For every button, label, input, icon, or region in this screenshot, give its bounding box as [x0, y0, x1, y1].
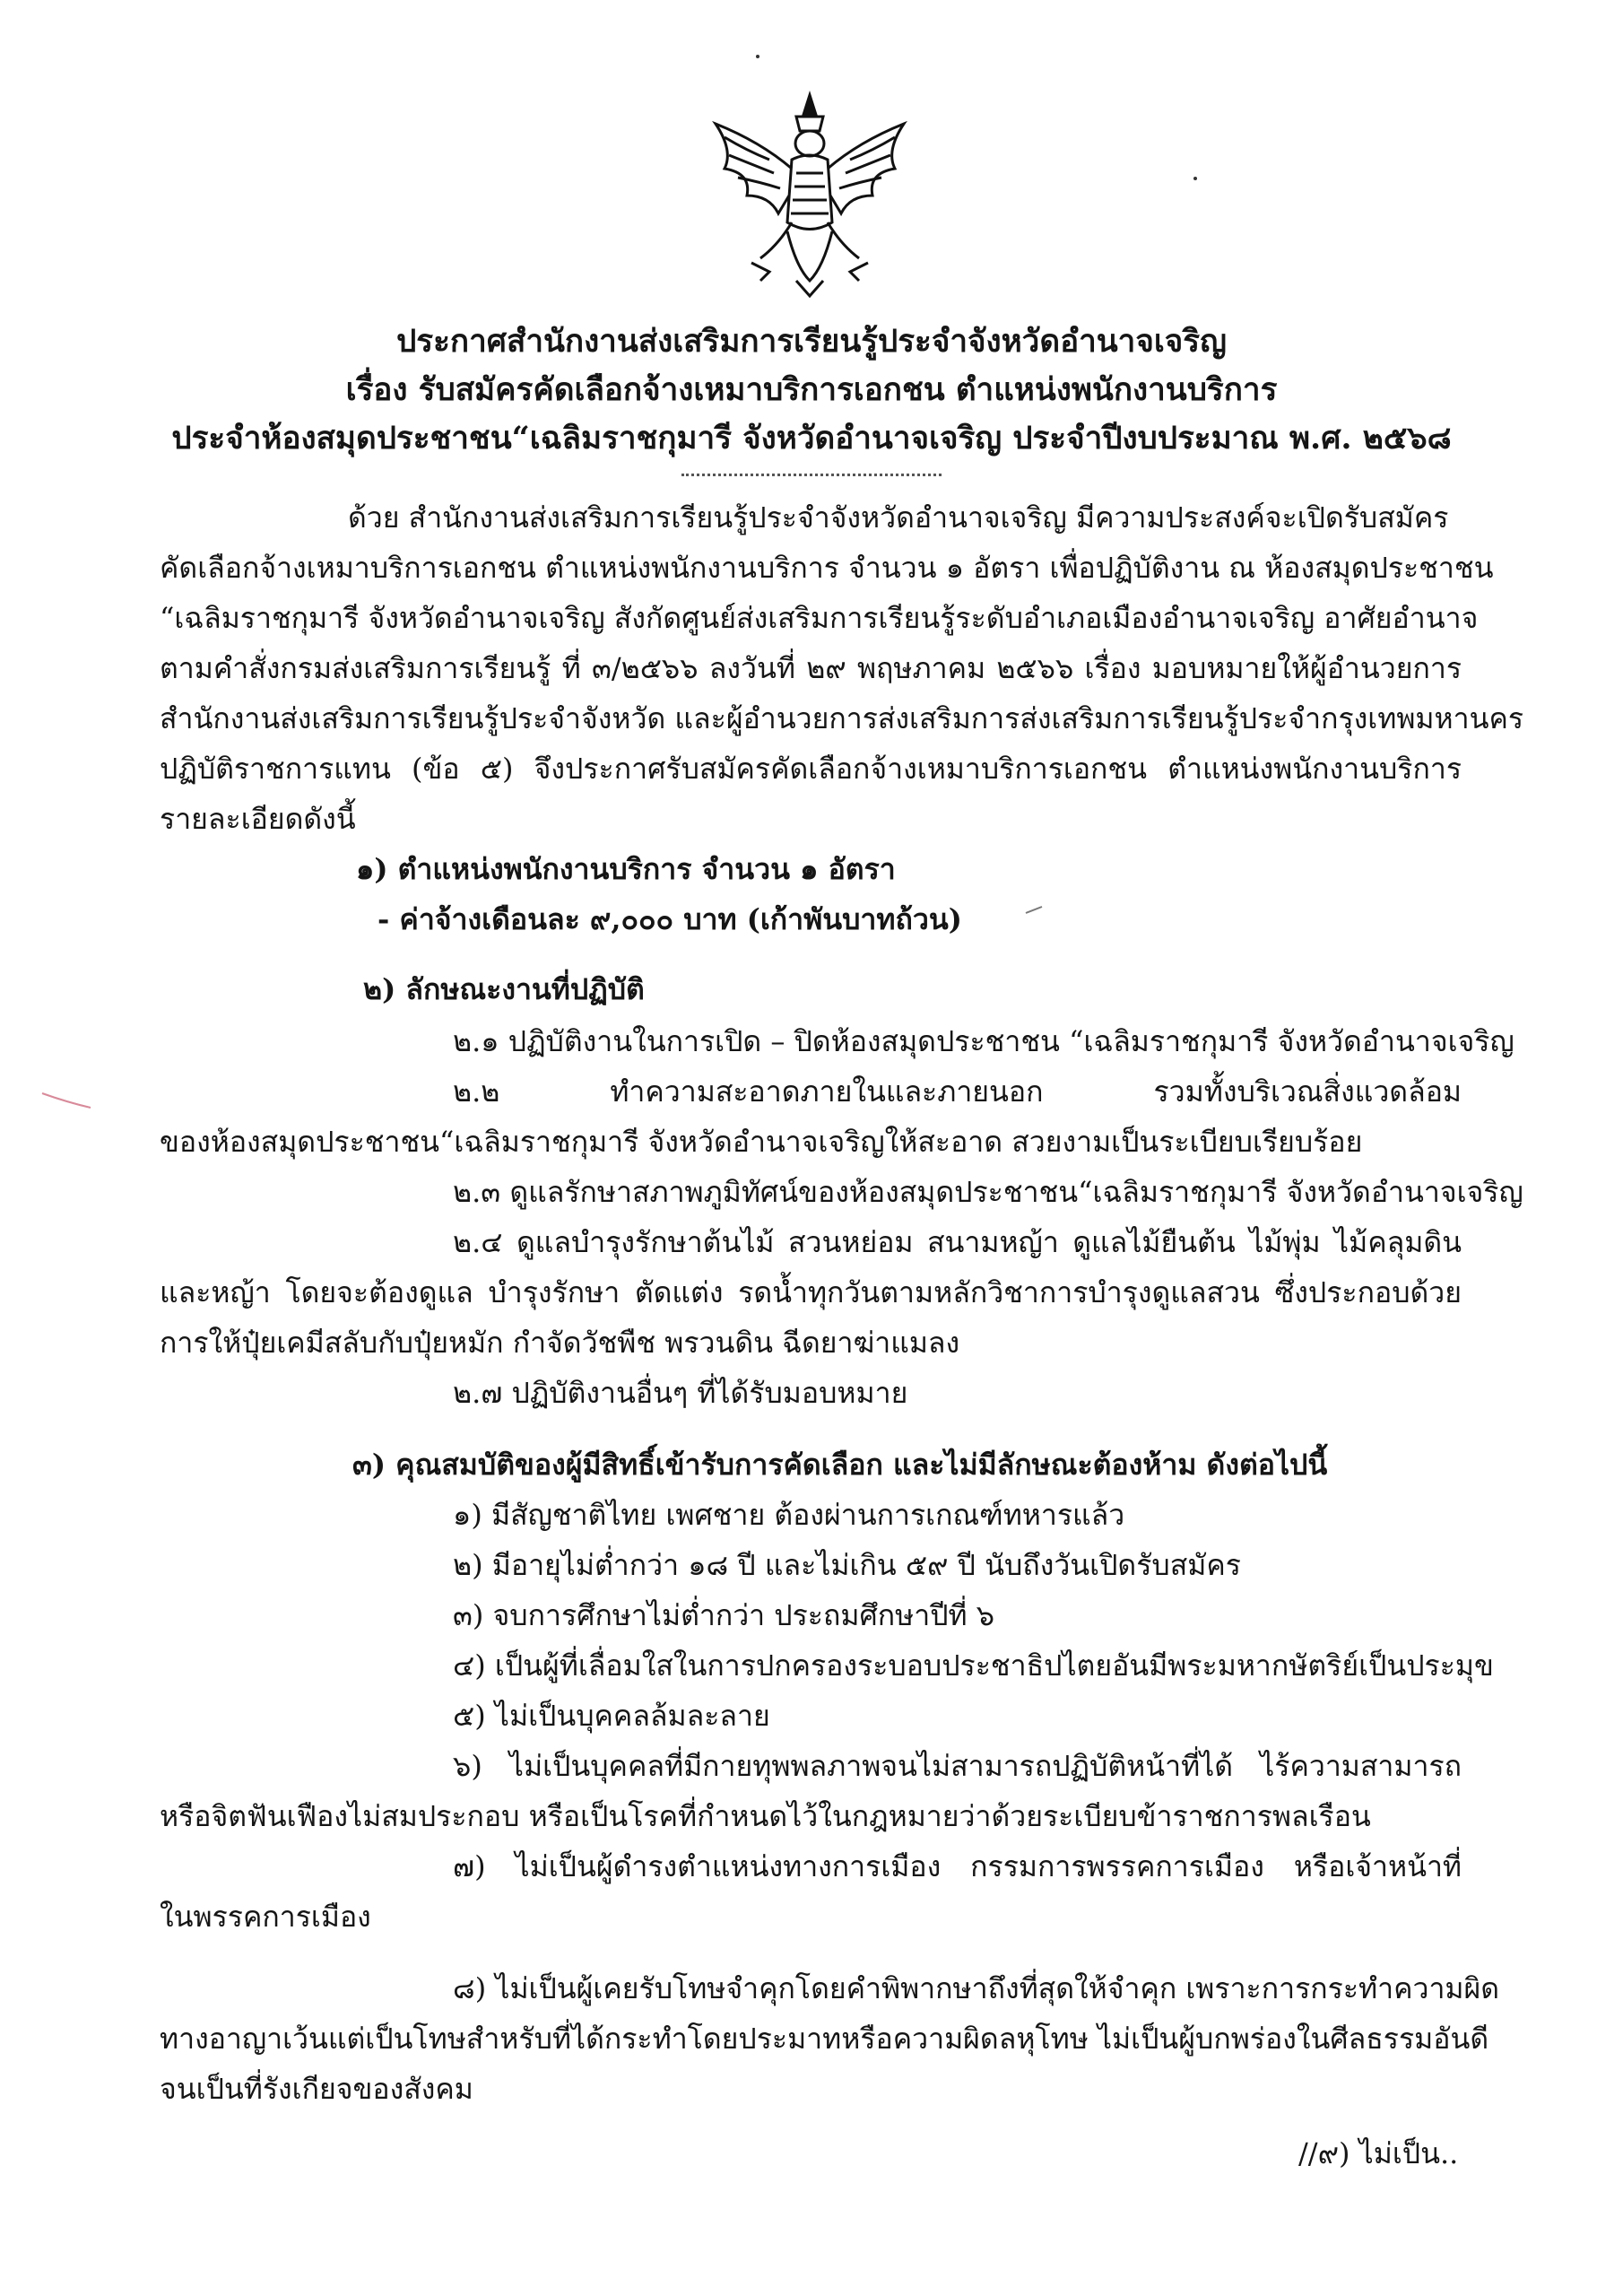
qualification-item: ๖) ไม่เป็นบุคคลที่มีกายทุพพลภาพจนไม่สามารถปฏิบัติหน้าที่ได้ ไร้ความสามารถ — [453, 1749, 1462, 1783]
intro-line: ปฏิบัติราชการแทน (ข้อ ๕) จึงประกาศรับสมัครคัดเลือกจ้างเหมาบริการเอกชน ตำแหน่งพนักงานบริการ — [160, 752, 1462, 786]
scan-speck — [1193, 176, 1198, 181]
qualification-item: ๔) เป็นผู้ที่เลื่อมใสในการปกครองระบอบประชาธิปไตยอันมีพระมหากษัตริย์เป็นประมุข — [453, 1648, 1494, 1683]
duty-item-cont: ของห้องสมุดประชาชน“เฉลิมราชกุมารี จังหวัดอำนาจเจริญให้สะอาด สวยงามเป็นระเบียบเรียบร้อย — [160, 1125, 1363, 1159]
duty-item: ๒.๒ ทำความสะอาดภายในและภายนอก รวมทั้งบริเวณสิ่งแวดล้อม — [453, 1074, 1462, 1109]
intro-line: สำนักงานส่งเสริมการเรียนรู้ประจำจังหวัด และผู้อำนวยการส่งเสริมการส่งเสริมการเรียนรู้ประจำกรุงเทพมหานคร — [160, 701, 1524, 735]
qualification-item: ๗) ไม่เป็นผู้ดำรงตำแหน่งทางการเมือง กรรมการพรรคการเมือง หรือเจ้าหน้าที่ — [453, 1849, 1462, 1883]
garuda-emblem-icon — [698, 88, 922, 303]
duty-item-cont: การให้ปุ๋ยเคมีสลับกับปุ๋ยหมัก กำจัดวัชพืช พรวนดิน ฉีดยาฆ่าแมลง — [160, 1326, 960, 1360]
scan-speck — [755, 54, 760, 59]
pen-mark — [1024, 904, 1046, 917]
section-1-title: ๑) ตำแหน่งพนักงานบริการ จำนวน ๑ อัตรา — [356, 852, 896, 886]
qualification-item: ๘) ไม่เป็นผู้เคยรับโทษจำคุกโดยคำพิพากษาถึงที่สุดให้จำคุก เพราะการกระทำความผิด — [453, 1971, 1500, 2005]
duty-item: ๒.๑ ปฏิบัติงานในการเปิด – ปิดห้องสมุดประชาชน “เฉลิมราชกุมารี จังหวัดอำนาจเจริญ — [453, 1024, 1515, 1058]
qualification-item-cont: ในพรรคการเมือง — [160, 1900, 371, 1934]
announcement-subject-cont: ประจำห้องสมุดประชาชน“เฉลิมราชกุมารี จังหวัดอำนาจเจริญ ประจำปีงบประมาณ พ.ศ. ๒๕๖๘ — [171, 420, 1452, 457]
qualification-item: ๕) ไม่เป็นบุคคลล้มละลาย — [453, 1699, 770, 1733]
intro-line: ตามคำสั่งกรมส่งเสริมการเรียนรู้ ที่ ๓/๒๕๖๖ ลงวันที่ ๒๙ พฤษภาคม ๒๕๖๖ เรื่อง มอบหมายให้ผู้อำนวยการ — [160, 651, 1462, 685]
intro-line: ด้วย สำนักงานส่งเสริมการเรียนรู้ประจำจังหวัดอำนาจเจริญ มีความประสงค์จะเปิดรับสมัคร — [348, 500, 1449, 535]
duty-item: ๒.๗ ปฏิบัติงานอื่นๆ ที่ได้รับมอบหมาย — [453, 1376, 908, 1410]
header-divider — [681, 474, 942, 476]
section-2-title: ๒) ลักษณะงานที่ปฏิบัติ — [363, 972, 645, 1006]
intro-line: รายละเอียดดังนี้ — [160, 802, 356, 836]
section-1-salary: - ค่าจ้างเดือนละ ๙,๐๐๐ บาท (เก้าพันบาทถ้วน) — [378, 902, 962, 936]
announcement-title: ประกาศสำนักงานส่งเสริมการเรียนรู้ประจำจังหวัดอำนาจเจริญ — [396, 323, 1227, 360]
qualification-item-cont: ทางอาญาเว้นแต่เป็นโทษสำหรับที่ได้กระทำโดยประมาทหรือความผิดลหุโทษ ไม่เป็นผู้บกพร่องในศีลธรรมอันดี — [160, 2022, 1489, 2056]
qualification-item: ๒) มีอายุไม่ต่ำกว่า ๑๘ ปี และไม่เกิน ๕๙ ปี นับถึงวันเปิดรับสมัคร — [453, 1548, 1241, 1582]
intro-line: คัดเลือกจ้างเหมาบริการเอกชน ตำแหน่งพนักงานบริการ จำนวน ๑ อัตรา เพื่อปฏิบัติงาน ณ ห้องสมุดประชาชน — [160, 551, 1494, 585]
intro-line: “เฉลิมราชกุมารี จังหวัดอำนาจเจริญ สังกัดศูนย์ส่งเสริมการเรียนรู้ระดับอำเภอเมืองอำนาจเจริญ อาศัยอำนาจ — [160, 601, 1479, 635]
duty-item: ๒.๓ ดูแลรักษาสภาพภูมิทัศน์ของห้องสมุดประชาชน“เฉลิมราชกุมารี จังหวัดอำนาจเจริญ — [453, 1175, 1523, 1209]
duty-item-cont: และหญ้า โดยจะต้องดูแล บำรุงรักษา ตัดแต่ง รดน้ำทุกวันตามหลักวิชาการบำรุงดูแลสวน ซึ่งประกอบด้วย — [160, 1275, 1462, 1309]
duty-item: ๒.๔ ดูแลบำรุงรักษาต้นไม้ สวนหย่อม สนามหญ้า ดูแลไม้ยืนต้น ไม้พุ่ม ไม้คลุมดิน — [453, 1225, 1462, 1259]
pen-mark — [40, 1090, 94, 1111]
qualification-item: ๓) จบการศึกษาไม่ต่ำกว่า ประถมศึกษาปีที่ ๖ — [453, 1598, 995, 1632]
qualification-item-cont: จนเป็นที่รังเกียจของสังคม — [160, 2072, 473, 2106]
section-3-title: ๓) คุณสมบัติของผู้มีสิทธิ์เข้ารับการคัดเลือก และไม่มีลักษณะต้องห้าม ดังต่อไปนี้ — [352, 1448, 1328, 1482]
qualification-item: ๑) มีสัญชาติไทย เพศชาย ต้องผ่านการเกณฑ์ทหารแล้ว — [453, 1498, 1125, 1532]
continued-marker: //๙) ไม่เป็น.. — [1298, 2136, 1459, 2170]
announcement-subject: เรื่อง รับสมัครคัดเลือกจ้างเหมาบริการเอกชน ตำแหน่งพนักงานบริการ — [345, 371, 1278, 408]
qualification-item-cont: หรือจิตฟันเฟืองไม่สมประกอบ หรือเป็นโรคที่กำหนดไว้ในกฎหมายว่าด้วยระเบียบข้าราชการพลเรือน — [160, 1799, 1371, 1833]
